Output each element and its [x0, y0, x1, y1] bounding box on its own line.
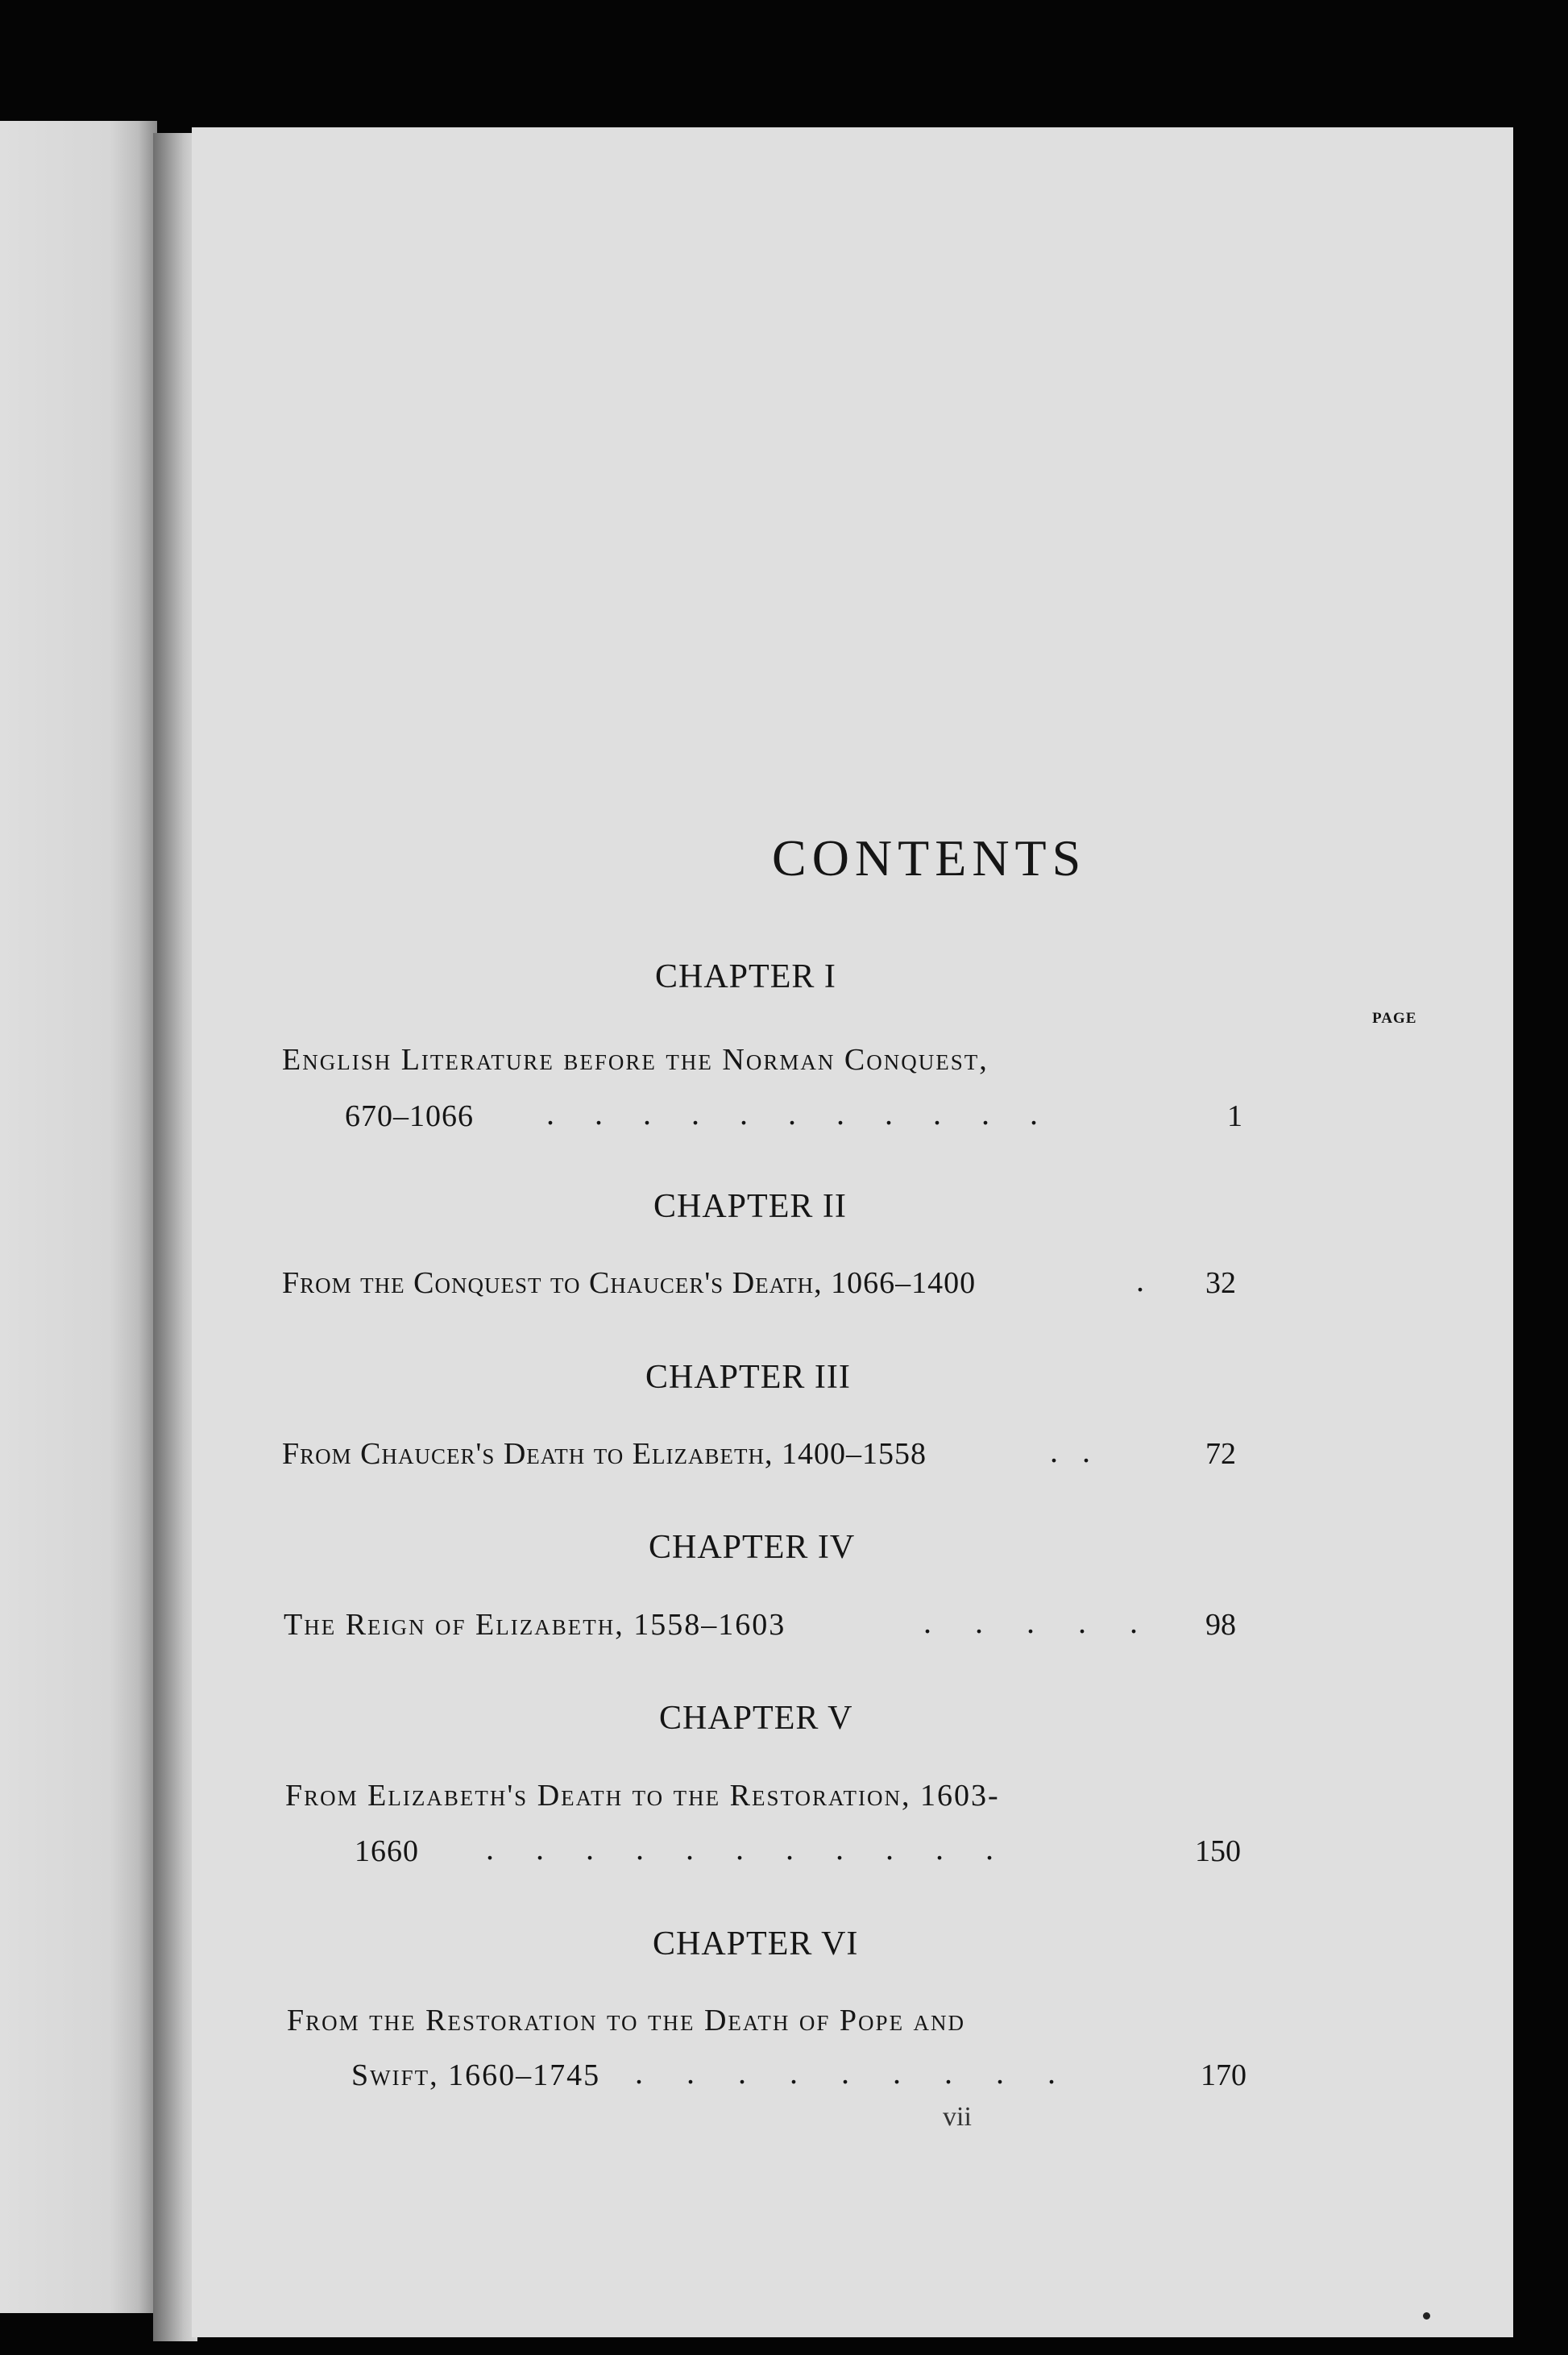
page-number-3: 72: [1205, 1437, 1236, 1471]
page-title: CONTENTS: [772, 829, 1087, 887]
chapter-title-5: From Elizabeth's Death to the Restoration, 1603-: [285, 1779, 1000, 1813]
chapter-heading-4: CHAPTER IV: [649, 1529, 856, 1566]
page-number-2: 32: [1205, 1266, 1236, 1300]
chapter-title-4: The Reign of Elizabeth, 1558–1603: [284, 1608, 786, 1642]
chapter-heading-2: CHAPTER II: [653, 1188, 847, 1225]
contents-page: [192, 127, 1513, 2337]
ink-speck: [1423, 2312, 1430, 2320]
page-folio: vii: [943, 2102, 972, 2132]
dot-leader: . . . . . . . . .: [635, 2054, 1073, 2091]
left-page-edge: [0, 121, 157, 2313]
chapter-title-1-cont: 670–1066: [345, 1099, 474, 1133]
chapter-title-5-cont: 1660: [355, 1834, 419, 1868]
dot-leader: . . . . . . . . . . .: [546, 1095, 1054, 1132]
page-number-5: 150: [1195, 1834, 1241, 1868]
page-number-6: 170: [1201, 2058, 1247, 2092]
chapter-title-1: English Literature before the Norman Conquest,: [282, 1043, 989, 1077]
page-number-1: 1: [1227, 1099, 1242, 1133]
chapter-heading-1: CHAPTER I: [655, 958, 836, 995]
book-gutter: [153, 133, 197, 2341]
page-column-label: PAGE: [1372, 1010, 1417, 1027]
chapter-heading-6: CHAPTER VI: [653, 1925, 859, 1962]
dot-leader: . . . . .: [923, 1604, 1155, 1640]
chapter-title-3: From Chaucer's Death to Elizabeth, 1400–1558: [282, 1437, 927, 1471]
dot-leader: . . . . . . . . . . .: [486, 1830, 1010, 1867]
chapter-title-2: From the Conquest to Chaucer's Death, 1066–1400: [282, 1266, 977, 1300]
chapter-title-6-cont: Swift, 1660–1745: [351, 2058, 601, 2092]
dot-leader: . .: [1050, 1433, 1098, 1469]
chapter-heading-3: CHAPTER III: [645, 1359, 851, 1396]
chapter-heading-5: CHAPTER V: [659, 1700, 853, 1737]
dot-leader: .: [1136, 1262, 1145, 1298]
page-number-4: 98: [1205, 1608, 1236, 1642]
chapter-title-6: From the Restoration to the Death of Pope and: [287, 2004, 966, 2037]
